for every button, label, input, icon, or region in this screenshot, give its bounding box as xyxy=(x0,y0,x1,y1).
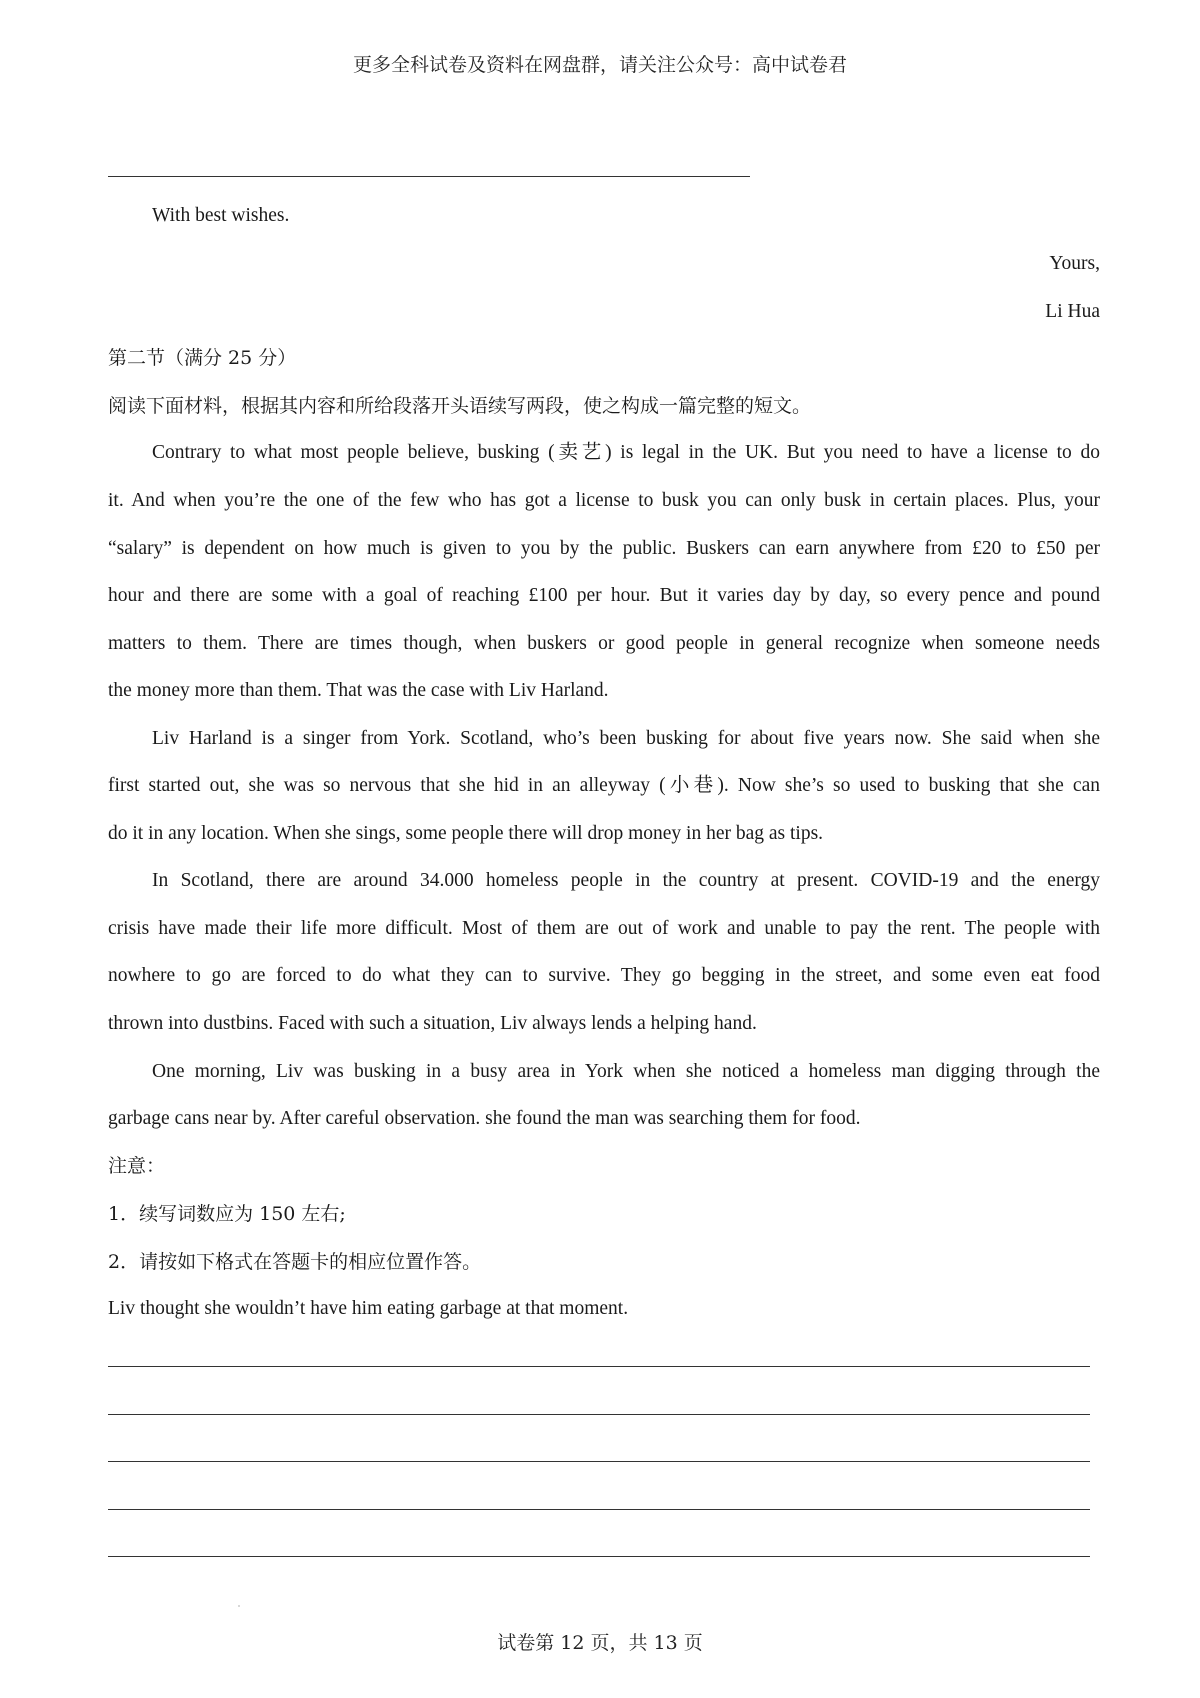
answer-line xyxy=(108,1461,1090,1462)
page-header: 更多全科试卷及资料在网盘群，请关注公众号：高中试卷君 xyxy=(352,54,847,76)
answer-line xyxy=(108,1556,1090,1557)
answer-line-top xyxy=(108,176,750,177)
passage-p1-line: Contrary to what most people believe, busking (卖艺) is legal in the UK. But you need to have a license to do xyxy=(152,442,1100,463)
passage-p2-line: Liv Harland is a singer from York. Scotland, who’s been busking for about five years now. She said when she xyxy=(152,728,1100,749)
notes-item-1: 1．续写词数应为 150 左右; xyxy=(108,1203,346,1225)
passage-p4-line: One morning, Liv was busking in a busy area in York when she noticed a homeless man digging through the xyxy=(152,1061,1100,1082)
passage-p1-line: “salary” is dependent on how much is given to you by the public. Buskers can earn anywhere from £20 to £50 per xyxy=(108,538,1100,559)
passage-p2-line: do it in any location. When she sings, some people there will drop money in her bag as tips. xyxy=(108,823,824,844)
passage-p3-line: thrown into dustbins. Faced with such a situation, Liv always lends a helping hand. xyxy=(108,1013,757,1034)
notes-title: 注意： xyxy=(108,1155,166,1177)
scan-speck xyxy=(238,1605,240,1607)
passage-p2-line: first started out, she was so nervous that she hid in an alleyway (小巷). Now she’s so used to busking that she can xyxy=(108,775,1100,796)
section-instruction: 阅读下面材料，根据其内容和所给段落开头语续写两段，使之构成一篇完整的短文。 xyxy=(108,395,812,417)
passage-p3-line: nowhere to go are forced to do what they can to survive. They go begging in the street, and some even eat food xyxy=(108,965,1100,986)
letter-sign-yours: Yours, xyxy=(1049,253,1100,274)
answer-line xyxy=(108,1414,1090,1415)
letter-sign-name: Li Hua xyxy=(1045,301,1100,322)
page-footer: 试卷第 12 页，共 13 页 xyxy=(497,1632,703,1654)
answer-line xyxy=(108,1366,1090,1367)
passage-p3-line: crisis have made their life more difficult. Most of them are out of work and unable to pay the rent. The people with xyxy=(108,918,1100,939)
letter-closing: With best wishes. xyxy=(152,205,290,226)
passage-p3-line: In Scotland, there are around 34.000 homeless people in the country at present. COVID-19 and the energy xyxy=(152,870,1100,891)
passage-p1-line: hour and there are some with a goal of reaching £100 per hour. But it varies day by day, so every pence and pound xyxy=(108,585,1100,606)
notes-item-2: 2．请按如下格式在答题卡的相应位置作答。 xyxy=(108,1251,482,1273)
passage-p1-line: the money more than them. That was the case with Liv Harland. xyxy=(108,680,609,701)
section-title: 第二节（满分 25 分） xyxy=(108,347,297,369)
passage-p1-line: matters to them. There are times though, when buskers or good people in general recognize when someone needs xyxy=(108,633,1100,654)
passage-p4-line: garbage cans near by. After careful observation. she found the man was searching them for food. xyxy=(108,1108,861,1129)
passage-p1-line: it. And when you’re the one of the few who has got a license to busk you can only busk in certain places. Plus, your xyxy=(108,490,1100,511)
answer-line xyxy=(108,1509,1090,1510)
prompt-sentence: Liv thought she wouldn’t have him eating garbage at that moment. xyxy=(108,1298,629,1319)
